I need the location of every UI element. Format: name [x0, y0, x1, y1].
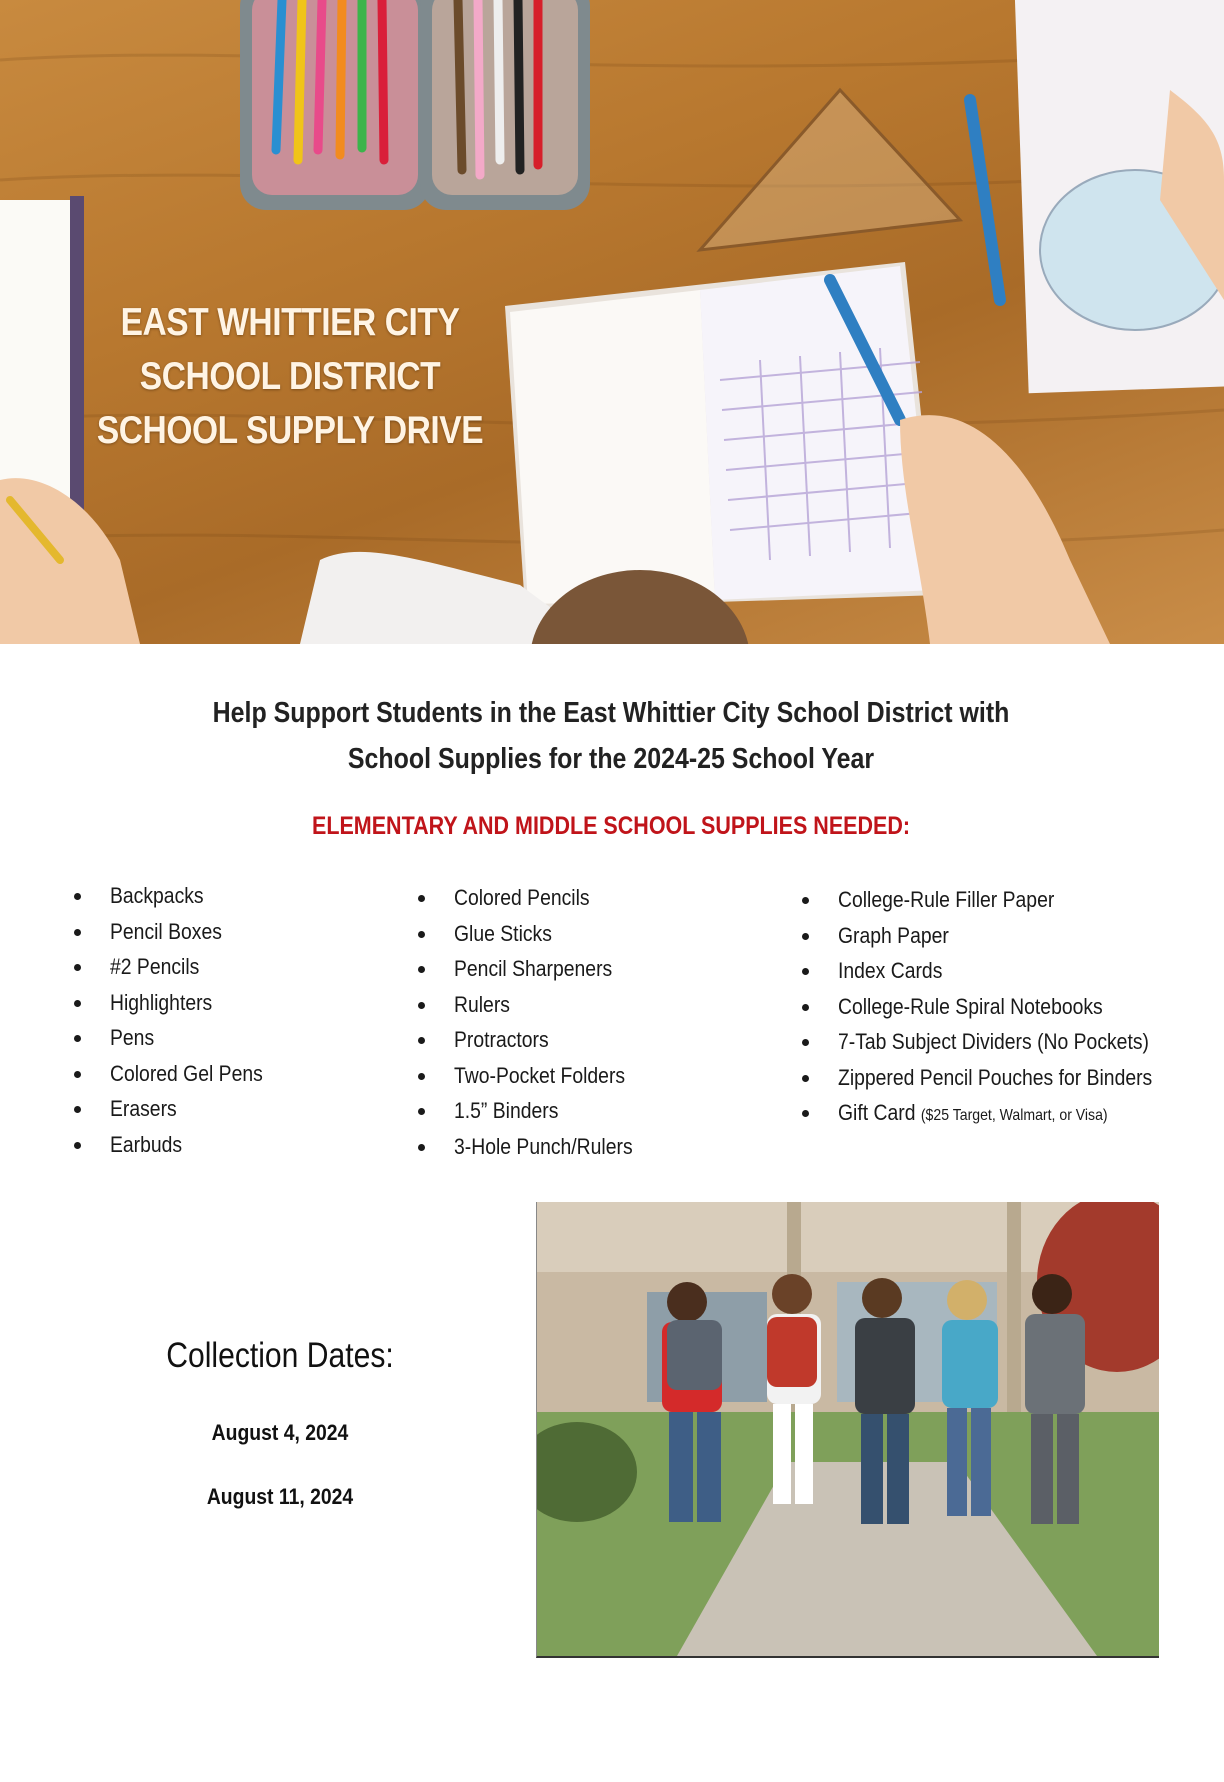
- intro-heading: [85, 690, 1138, 782]
- list-item-label: Pens: [110, 1025, 155, 1050]
- bullet-icon: [74, 1142, 81, 1149]
- intro-line: School Supplies for the 2024-25 School Year: [347, 743, 875, 775]
- list-item-label: Protractors: [454, 1027, 549, 1052]
- bullet-icon: [74, 1106, 81, 1113]
- bullet-icon: [802, 1110, 809, 1117]
- supplies-heading: ELEMENTARY AND MIDDLE SCHOOL SUPPLIES NEEDED:: [311, 812, 911, 840]
- bullet-icon: [418, 931, 425, 938]
- pencil-case-illustration: [240, 0, 590, 210]
- gift-card-note: ($25 Target, Walmart, or Visa): [920, 1107, 1108, 1124]
- list-item-label: Earbuds: [110, 1131, 183, 1157]
- list-item-label: #2 Pencils: [110, 954, 200, 979]
- bullet-icon: [802, 933, 809, 940]
- list-item-label: Erasers: [110, 1096, 177, 1121]
- collection-date: August 4, 2024: [211, 1420, 349, 1445]
- list-item-label: 1.5” Binders: [454, 1098, 559, 1123]
- list-item-label: College-Rule Spiral Notebooks: [838, 993, 1103, 1019]
- list-item-label: College-Rule Filler Paper: [838, 887, 1055, 912]
- list-item-label: Zippered Pencil Pouches for Binders: [838, 1064, 1153, 1090]
- bullet-icon: [74, 1000, 81, 1007]
- list-item-label: Backpacks: [110, 883, 204, 908]
- hero-title-line: SCHOOL SUPPLY DRIVE: [96, 409, 484, 452]
- bullet-icon: [802, 1004, 809, 1011]
- list-item-label: Graph Paper: [838, 922, 949, 948]
- list-item-label: Pencil Sharpeners: [454, 956, 613, 981]
- list-item-label: Rulers: [454, 991, 510, 1017]
- gift-card-label: Gift Card: [838, 1100, 916, 1125]
- bullet-icon: [74, 964, 81, 971]
- bullet-icon: [418, 1073, 425, 1080]
- bullet-icon: [418, 1037, 425, 1044]
- list-item-label: Index Cards: [838, 958, 943, 983]
- bullet-icon: [418, 966, 425, 973]
- hero-title-line: EAST WHITTIER CITY: [120, 301, 460, 344]
- bullet-icon: [418, 1144, 425, 1151]
- bullet-icon: [418, 895, 425, 902]
- list-item-label: Glue Sticks: [454, 920, 552, 946]
- bullet-icon: [74, 1071, 81, 1078]
- bullet-icon: [418, 1002, 425, 1009]
- bullet-icon: [418, 1108, 425, 1115]
- notebook-illustration: [505, 262, 940, 608]
- students-photo: [536, 1202, 1159, 1658]
- collection-dates-title: Collection Dates:: [166, 1336, 394, 1375]
- list-item-label: Highlighters: [110, 989, 213, 1015]
- list-item-label: [838, 1101, 1108, 1128]
- list-item-label: 7-Tab Subject Dividers (No Pockets): [838, 1029, 1149, 1054]
- list-item-label: Colored Pencils: [454, 885, 590, 910]
- bullet-icon: [802, 897, 809, 904]
- list-item-label: Two-Pocket Folders: [454, 1062, 626, 1088]
- hero-title-line: SCHOOL DISTRICT: [139, 355, 441, 398]
- intro-line: Help Support Students in the East Whittier City School District with: [212, 697, 1010, 729]
- bullet-icon: [74, 1035, 81, 1042]
- collection-date: August 11, 2024: [206, 1484, 354, 1509]
- list-item-label: Colored Gel Pens: [110, 1060, 263, 1086]
- list-item-label: 3-Hole Punch/Rulers: [454, 1133, 633, 1159]
- bullet-icon: [802, 1039, 809, 1046]
- bullet-icon: [74, 893, 81, 900]
- students-illustration: [537, 1202, 1159, 1656]
- hero-title: [92, 296, 488, 458]
- bullet-icon: [802, 968, 809, 975]
- hero-banner: [0, 0, 1224, 644]
- list-item-label: Pencil Boxes: [110, 918, 222, 944]
- bullet-icon: [802, 1075, 809, 1082]
- bullet-icon: [74, 929, 81, 936]
